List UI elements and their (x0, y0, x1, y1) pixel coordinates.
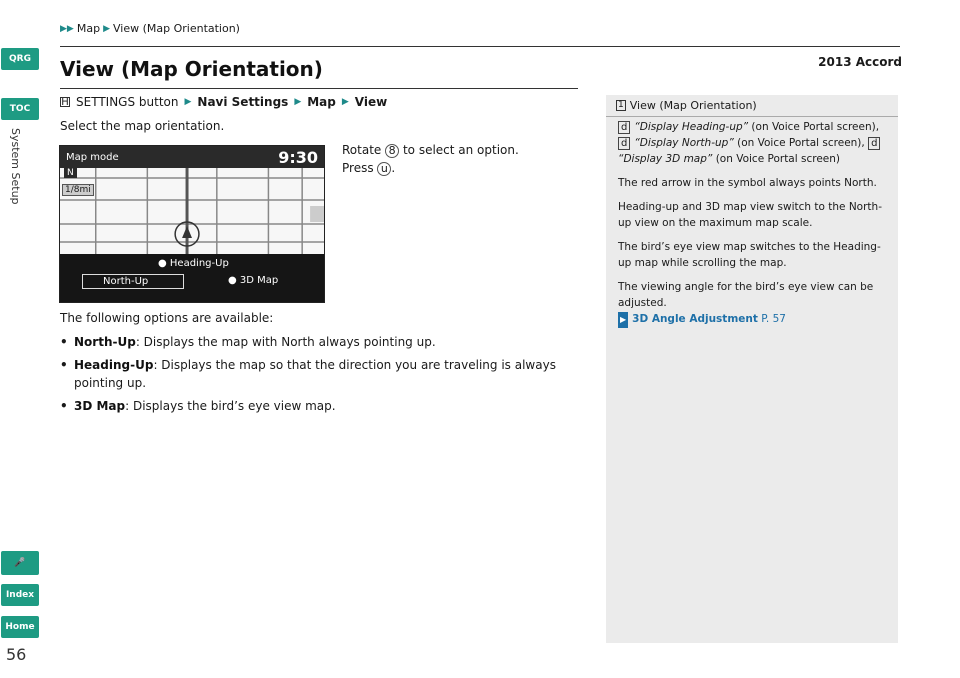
path-step-view: View (354, 95, 388, 109)
talk-button-icon: d (618, 121, 630, 134)
home-button-icon: H (61, 96, 69, 108)
note-p4: The viewing angle for the bird’s eye view can be adjusted. ▶ 3D Angle Adjustment P. 57 (618, 279, 892, 328)
arrow-icon: ▶▶ (60, 23, 74, 34)
screen-title: Map mode (66, 151, 119, 163)
note-title: View (Map Orientation) (629, 99, 757, 112)
section-label: System Setup (9, 128, 22, 205)
breadcrumb (60, 22, 240, 35)
note-panel (606, 95, 898, 643)
breadcrumb-map[interactable]: Map (76, 22, 101, 35)
tab-index[interactable]: Index (1, 584, 39, 606)
intro-text: Select the map orientation. (60, 119, 225, 133)
side-tabs (0, 0, 44, 678)
note-p2: Heading-up and 3D map view switch to the North-up view on the maximum map scale. (618, 201, 882, 229)
screen-clock: 9:30 (278, 147, 318, 167)
page-title: View (Map Orientation) (60, 57, 323, 81)
map-graphic (60, 168, 324, 254)
map-mode-screenshot (59, 145, 325, 303)
arrow-icon: ▶ (184, 97, 192, 107)
rotate-line: Rotate 8 to select an option. (342, 143, 519, 157)
tab-voice[interactable] (1, 551, 39, 575)
menu-north-up: North-Up (82, 274, 184, 289)
breadcrumb-view[interactable]: View (Map Orientation) (112, 22, 240, 35)
link-arrow-icon: ▶ (618, 312, 628, 328)
options-intro: The following options are available: (60, 311, 274, 325)
title-divider (60, 88, 578, 89)
note-p3: The bird’s eye view map switches to the Heading-up map while scrolling the map. (618, 241, 881, 269)
model-label: 2013 Accord (818, 55, 902, 69)
map-scale: 1/8mi (62, 184, 94, 196)
tab-home[interactable]: Home (1, 616, 39, 638)
option-heading-up: • Heading-Up: Displays the map so that the direction you are traveling is always pointing up. (60, 358, 556, 390)
arrow-icon: ▶ (341, 97, 349, 107)
note-number: 1 (618, 100, 624, 110)
screen-menu (60, 254, 324, 303)
menu-heading-up: ● Heading-Up (158, 258, 229, 269)
talk-button-icon: d (618, 137, 630, 150)
settings-path (60, 95, 387, 109)
press-line: Press u . (342, 161, 396, 175)
settings-button-label: SETTINGS button (76, 95, 179, 109)
option-3d-map: • 3D Map: Displays the bird’s eye view map. (60, 399, 336, 413)
note-body (618, 119, 892, 336)
tab-qrg[interactable]: QRG (1, 48, 39, 70)
north-indicator-icon: N (64, 168, 77, 178)
path-step-map: Map (307, 95, 336, 109)
link-page[interactable]: P. 57 (761, 313, 786, 325)
note-p1: The red arrow in the symbol always points North. (618, 177, 877, 189)
note-header (606, 95, 898, 117)
selector-knob-press-icon: u (377, 162, 391, 176)
page-number: 56 (6, 645, 27, 664)
arrow-icon: ▶ (103, 23, 110, 34)
top-divider (60, 46, 900, 47)
voice-commands: d “Display Heading-up” (on Voice Portal screen), d “Display North-up” (on Voice Portal screen), d“Display 3D map” (on Voice Portal screen) (618, 121, 880, 165)
rotate-instructions (342, 141, 519, 177)
menu-3d-map: ● 3D Map (228, 275, 279, 286)
voice-icon: 🎤 (14, 558, 26, 568)
arrow-icon: ▶ (294, 97, 302, 107)
talk-button-icon: d (868, 137, 880, 150)
path-step-navi-settings: Navi Settings (197, 95, 289, 109)
screen-header (60, 146, 324, 168)
selector-knob-rotate-icon: 8 (385, 144, 399, 158)
link-3d-angle[interactable]: 3D Angle Adjustment (632, 313, 758, 325)
tab-toc[interactable]: TOC (1, 98, 39, 120)
option-north-up: • North-Up: Displays the map with North always pointing up. (60, 335, 436, 349)
